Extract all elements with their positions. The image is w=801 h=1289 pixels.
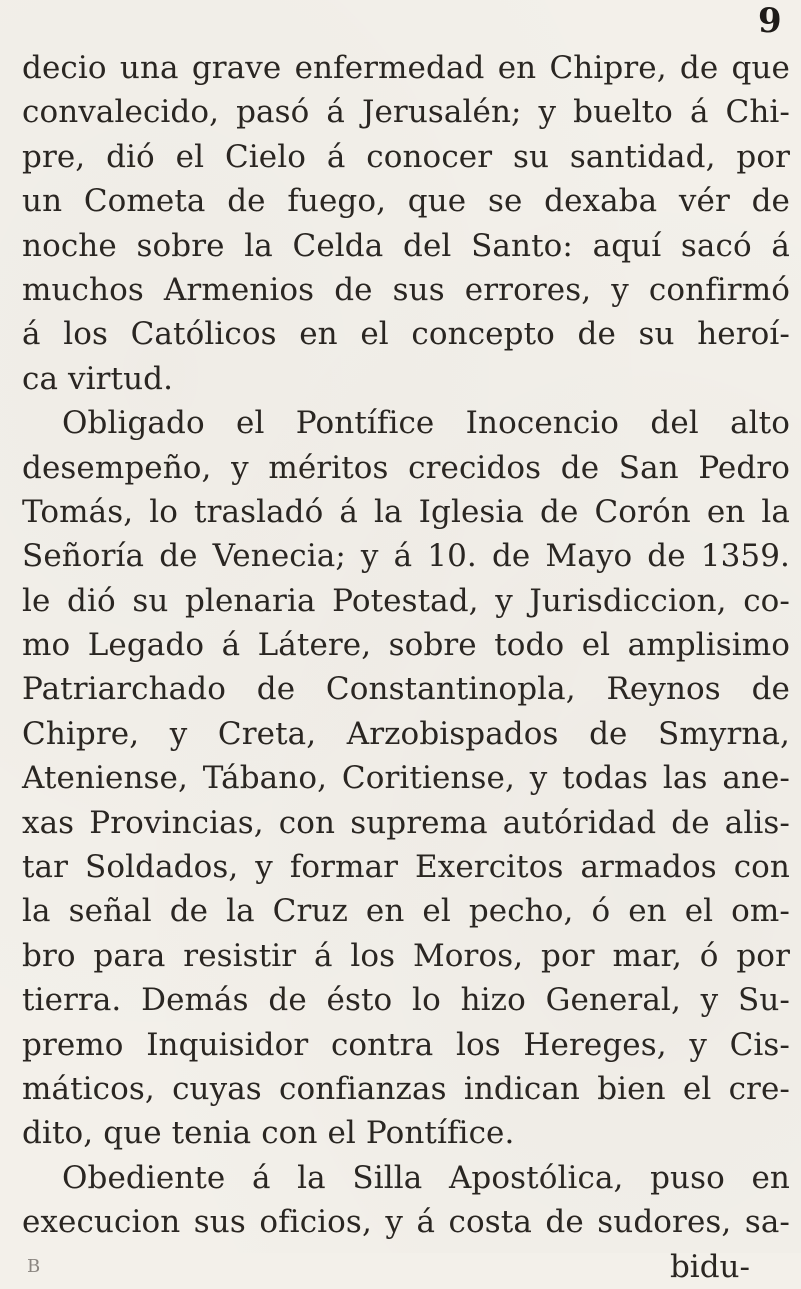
paragraph-end-line: dito, que tenia con el Pontífice. — [22, 1115, 515, 1152]
text-line: le dió su plenaria Potestad, y Jurisdiccion, co- — [22, 582, 790, 619]
text-line: desempeño, y méritos crecidos de San Pedro — [22, 449, 790, 486]
paragraph-start-line: Obligado el Pontífice Inocencio del alto — [62, 405, 790, 442]
text-line: decio una grave enfermedad en Chipre, de que — [22, 50, 790, 86]
text-line: máticos, cuyas confianzas indican bien el cre- — [22, 1070, 790, 1107]
catchword: bidu- — [669, 1248, 750, 1285]
text-line: convalecido, pasó á Jerusalén; y buelto á Chi- — [22, 94, 790, 131]
text-line: á los Católicos en el concepto de su heroí- — [22, 316, 790, 353]
text-line: tar Soldados, y formar Exercitos armados con — [22, 849, 790, 886]
paragraph-end-line: ca virtud. — [22, 360, 174, 397]
text-line: noche sobre la Celda del Santo: aquí sacó á — [22, 227, 790, 264]
text-line: premo Inquisidor contra los Hereges, y Cis- — [22, 1026, 790, 1063]
footer-line — [22, 1245, 790, 1289]
text-line: Patriarchado de Constantinopla, Reynos de — [22, 671, 790, 708]
text-line: Chipre, y Creta, Arzobispados de Smyrna, — [22, 715, 790, 752]
text-line: Tomás, lo trasladó á la Iglesia de Corón en la — [22, 493, 790, 530]
text-line: un Cometa de fuego, que se dexaba vér de — [22, 183, 790, 220]
body-text — [22, 46, 790, 1289]
text-line: tierra. Demás de ésto lo hizo General, y Su- — [22, 982, 790, 1019]
text-line: la señal de la Cruz en el pecho, ó en el om- — [22, 893, 790, 930]
text-line: Ateniense, Tábano, Coritiense, y todas las ane- — [22, 760, 790, 797]
paragraph-start-line: Obediente á la Silla Apostólica, puso en — [62, 1159, 790, 1196]
signature-mark: B — [27, 1255, 41, 1277]
text-line: muchos Armenios de sus errores, y confirmó — [22, 271, 790, 308]
text-line: execucion sus oficios, y á costa de sudores, sa- — [22, 1204, 790, 1241]
text-line: bro para resistir á los Moros, por mar, ó por — [22, 937, 790, 974]
text-line: Señoría de Venecia; y á 10. de Mayo de 1359. — [22, 538, 790, 575]
page-number: 9 — [758, 1, 782, 41]
text-line: xas Provincias, con suprema autóridad de alis- — [22, 804, 790, 841]
text-line: mo Legado á Látere, sobre todo el amplisimo — [22, 627, 790, 664]
text-line: pre, dió el Cielo á conocer su santidad, por — [22, 138, 790, 175]
